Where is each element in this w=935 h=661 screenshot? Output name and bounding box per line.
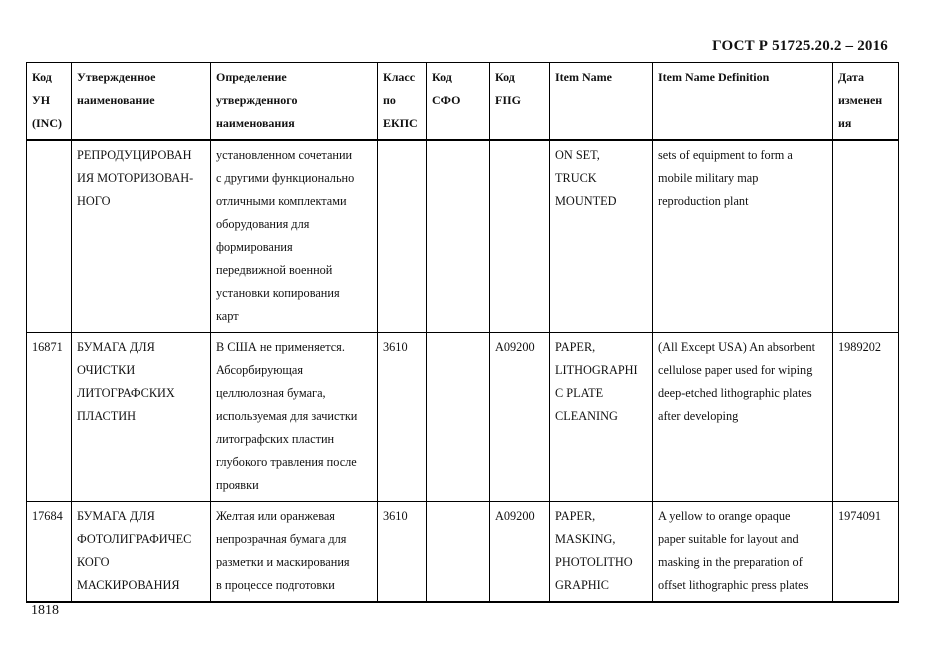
sfo-cell <box>427 333 490 502</box>
header-inc <box>27 63 72 141</box>
definition-cell-line: разметки и маскирования <box>216 555 350 569</box>
approved-name-cell-line: БУМАГА ДЛЯ <box>77 509 155 523</box>
table-row <box>27 333 899 502</box>
inc-cell <box>27 333 72 502</box>
item-definition-cell-line: mobile military map <box>658 171 759 185</box>
class-cell <box>378 333 427 502</box>
item-name-cell <box>550 140 653 333</box>
header-approved-name <box>72 63 211 141</box>
inc-cell-line: 16871 <box>32 340 63 354</box>
item-definition-cell-line: (All Except USA) An absorbent <box>658 340 816 354</box>
item-definition-cell-line: deep-etched lithographic plates <box>658 386 812 400</box>
fiig-cell <box>490 502 550 603</box>
table-header-row <box>27 63 899 141</box>
approved-name-cell-line: ФОТОЛИГРАФИЧЕС <box>77 532 192 546</box>
definition-cell-line: формирования <box>216 240 293 254</box>
inc-cell-line: 17684 <box>32 509 63 523</box>
sfo-cell <box>427 140 490 333</box>
item-names-table <box>26 62 899 603</box>
header-cell-line: изменен <box>838 93 883 107</box>
item-definition-cell <box>653 140 833 333</box>
item-definition-cell-line: sets of equipment to form a <box>658 148 793 162</box>
item-name-cell-line: MASKING, <box>555 532 616 546</box>
definition-cell-line: установленном сочетании <box>216 148 353 162</box>
definition-cell <box>211 140 378 333</box>
header-cell-line: утвержденного <box>216 93 298 107</box>
header-cell-line: ЕКПС <box>383 116 418 130</box>
definition-cell-line: карт <box>216 309 239 323</box>
approved-name-cell-line: МАСКИРОВАНИЯ <box>77 578 180 592</box>
definition-cell-line: установки копирования <box>216 286 340 300</box>
fiig-cell <box>490 333 550 502</box>
approved-name-cell-line: РЕПРОДУЦИРОВАН <box>77 148 192 162</box>
definition-cell-line: непрозрачная бумага для <box>216 532 347 546</box>
item-definition-cell <box>653 502 833 603</box>
header-cell-line: (INC) <box>32 116 62 130</box>
approved-name-cell-line: КОГО <box>77 555 110 569</box>
item-definition-cell-line: A yellow to orange opaque <box>658 509 791 523</box>
item-definition-cell-line: cellulose paper used for wiping <box>658 363 813 377</box>
page-number: 1818 <box>31 603 59 618</box>
definition-cell-line: отличными комплектами <box>216 194 347 208</box>
item-name-cell <box>550 333 653 502</box>
header-cell-line: Код <box>32 70 52 84</box>
class-cell-line: 3610 <box>383 340 408 354</box>
item-name-cell-line: LITHOGRAPHI <box>555 363 638 377</box>
header-cell-line: Item Name <box>555 70 612 84</box>
approved-name-cell <box>72 502 211 603</box>
header-cell-line: УН <box>32 93 51 107</box>
item-name-cell-line: PAPER, <box>555 509 596 523</box>
header-item-name <box>550 63 653 141</box>
definition-cell-line: Абсорбирующая <box>216 363 304 377</box>
item-name-cell-line: GRAPHIC <box>555 578 609 592</box>
definition-cell-line: проявки <box>216 478 259 492</box>
header-sfo-code <box>427 63 490 141</box>
item-name-cell <box>550 502 653 603</box>
header-cell-line: Код <box>432 70 452 84</box>
header-change-date <box>833 63 899 141</box>
header-cell-line: Item Name Definition <box>658 70 770 84</box>
header-item-name-definition <box>653 63 833 141</box>
fiig-cell <box>490 140 550 333</box>
header-cell-line: по <box>383 93 396 107</box>
header-class <box>378 63 427 141</box>
header-cell-line: СФО <box>432 93 461 107</box>
approved-name-cell-line: ИЯ МОТОРИЗОВАН- <box>77 171 194 185</box>
item-name-cell-line: MOUNTED <box>555 194 617 208</box>
approved-name-cell-line: НОГО <box>77 194 111 208</box>
definition-cell-line: Желтая или оранжевая <box>216 509 335 523</box>
table-row <box>27 502 899 603</box>
approved-name-cell-line: ПЛАСТИН <box>77 409 136 423</box>
inc-cell <box>27 502 72 603</box>
header-fiig-code <box>490 63 550 141</box>
approved-name-cell <box>72 333 211 502</box>
change-date-cell <box>833 502 899 603</box>
item-definition-cell <box>653 333 833 502</box>
item-definition-cell-line: after developing <box>658 409 739 423</box>
fiig-cell-line: A09200 <box>495 509 535 523</box>
header-cell-line: FIIG <box>495 93 522 107</box>
item-name-cell-line: ON SET, <box>555 148 600 162</box>
header-cell-line: Класс <box>383 70 416 84</box>
header-cell-line: Код <box>495 70 515 84</box>
header-cell-line: Определение <box>216 70 287 84</box>
table-body <box>27 140 899 602</box>
class-cell <box>378 140 427 333</box>
change-date-cell <box>833 140 899 333</box>
item-definition-cell-line: masking in the preparation of <box>658 555 803 569</box>
header-cell-line: наименование <box>77 93 155 107</box>
table-row <box>27 140 899 333</box>
item-name-cell-line: C PLATE <box>555 386 604 400</box>
item-definition-cell-line: reproduction plant <box>658 194 749 208</box>
definition-cell <box>211 333 378 502</box>
definition-cell-line: В США не применяется. <box>216 340 345 354</box>
approved-name-cell-line: ЛИТОГРАФСКИХ <box>77 386 175 400</box>
change-date-cell-line: 1989202 <box>838 340 882 354</box>
inc-cell <box>27 140 72 333</box>
document-standard-title: ГОСТ Р 51725.20.2 – 2016 <box>712 38 888 54</box>
change-date-cell <box>833 333 899 502</box>
approved-name-cell-line: ОЧИСТКИ <box>77 363 136 377</box>
class-cell <box>378 502 427 603</box>
item-name-cell-line: PHOTOLITHO <box>555 555 633 569</box>
definition-cell-line: в процессе подготовки <box>216 578 335 592</box>
definition-cell <box>211 502 378 603</box>
approved-name-cell-line: БУМАГА ДЛЯ <box>77 340 155 354</box>
item-name-cell-line: PAPER, <box>555 340 596 354</box>
approved-name-cell <box>72 140 211 333</box>
header-cell-line: наименования <box>216 116 295 130</box>
item-name-cell-line: TRUCK <box>555 171 597 185</box>
definition-cell-line: литографских пластин <box>216 432 335 446</box>
definition-cell-line: целлюлозная бумага, <box>216 386 326 400</box>
definition-cell-line: с другими функционально <box>216 171 355 185</box>
definition-cell-line: оборудования для <box>216 217 310 231</box>
item-definition-cell-line: paper suitable for layout and <box>658 532 799 546</box>
header-cell-line: ия <box>838 116 852 130</box>
class-cell-line: 3610 <box>383 509 408 523</box>
item-name-cell-line: CLEANING <box>555 409 618 423</box>
fiig-cell-line: A09200 <box>495 340 535 354</box>
definition-cell-line: используемая для зачистки <box>216 409 358 423</box>
header-name-definition <box>211 63 378 141</box>
sfo-cell <box>427 502 490 603</box>
header-cell-line: Дата <box>838 70 864 84</box>
definition-cell-line: передвижной военной <box>216 263 333 277</box>
item-definition-cell-line: offset lithographic press plates <box>658 578 809 592</box>
header-cell-line: Утвержденное <box>77 70 156 84</box>
definition-cell-line: глубокого травления после <box>216 455 357 469</box>
change-date-cell-line: 1974091 <box>838 509 882 523</box>
